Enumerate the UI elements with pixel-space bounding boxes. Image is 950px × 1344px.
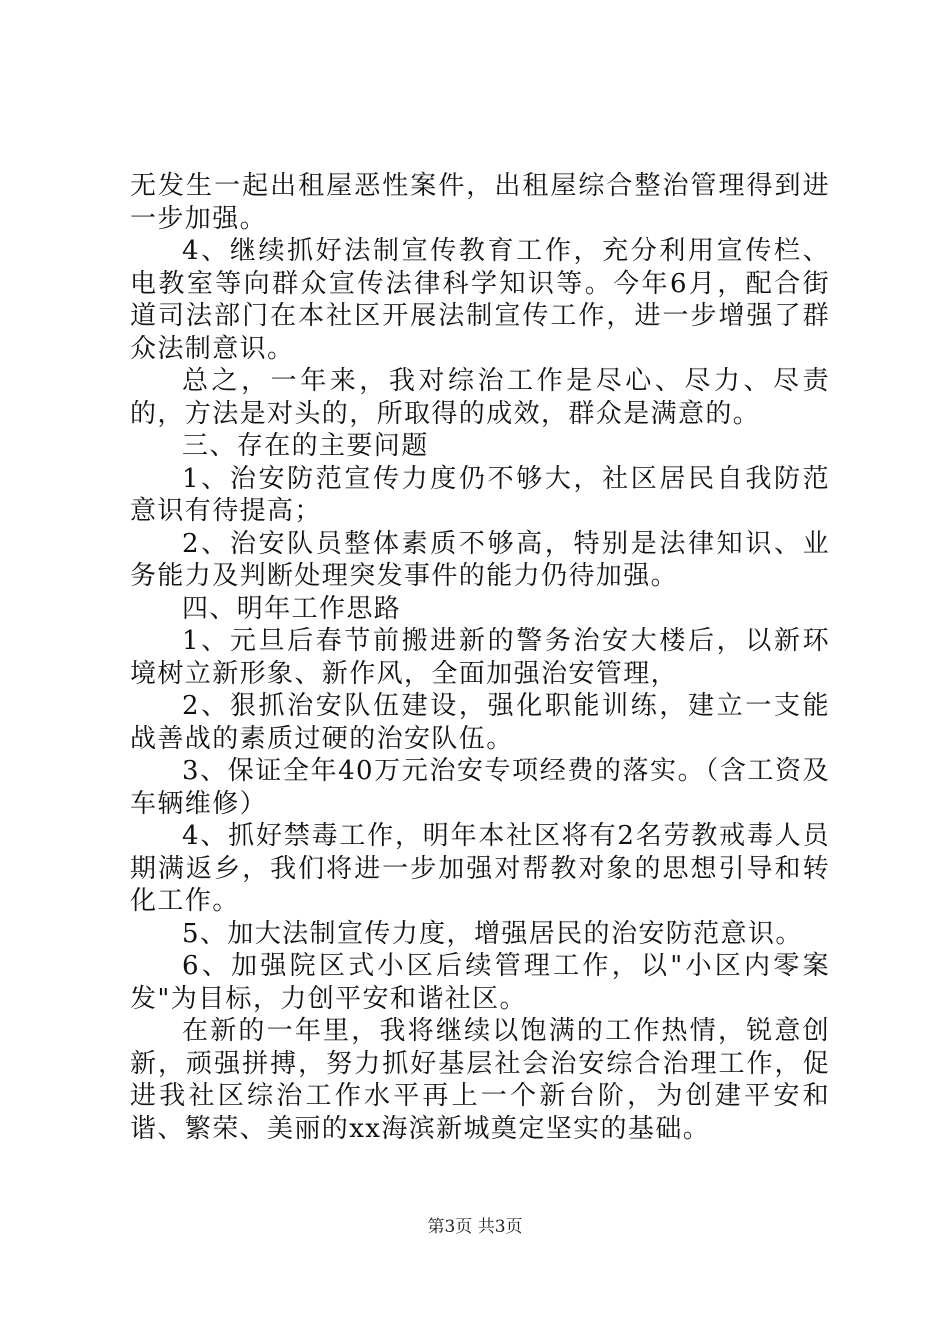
paragraph: 3、保证全年40万元治安专项经费的落实。（含工资及车辆维修） (130, 756, 830, 819)
page-number-footer: 第3页 共3页 (427, 1217, 523, 1237)
paragraph: 总之，一年来，我对综治工作是尽心、尽力、尽责的，方法是对头的，所取得的成效，群众是满意的。 (130, 366, 830, 429)
document-body (130, 170, 830, 1145)
paragraph: 2、治安队员整体素质不够高，特别是法律知识、业务能力及判断处理突发事件的能力仍待加强。 (130, 528, 830, 591)
section-heading: 三、存在的主要问题 (182, 431, 429, 461)
section-heading: 四、明年工作思路 (182, 593, 402, 624)
paragraph: 6、加强院区式小区后续管理工作，以"小区内零案发"为目标，力创平安和谐社区。 (130, 951, 830, 1014)
paragraph: 在新的一年里，我将继续以饱满的工作热情，锐意创新，顽强拼搏，努力抓好基层社会治安综合治理工作，促进我社区综治工作水平再上一个新台阶，为创建平安和谐、繁荣、美丽的xx海滨新城奠定坚实的基础。 (130, 1016, 830, 1144)
paragraph: 2、狠抓治安队伍建设，强化职能训练，建立一支能战善战的素质过硬的治安队伍。 (130, 691, 830, 754)
paragraph: 无发生一起出租屋恶性案件，出租屋综合整治管理得到进一步加强。 (130, 171, 830, 234)
paragraph: 5、加大法制宣传力度，增强居民的治安防范意识。 (182, 918, 803, 949)
paragraph: 4、抓好禁毒工作，明年本社区将有2名劳教戒毒人员期满返乡，我们将进一步加强对帮教对象的思想引导和转化工作。 (130, 821, 830, 916)
paragraph: 1、元旦后春节前搬进新的警务治安大楼后，以新环境树立新形象、新作风，全面加强治安管理， (130, 626, 830, 689)
paragraph: 1、治安防范宣传力度仍不够大，社区居民自我防范意识有待提高； (130, 463, 830, 526)
paragraph: 4、继续抓好法制宣传教育工作，充分利用宣传栏、电教室等向群众宣传法律科学知识等。今年6月，配合街道司法部门在本社区开展法制宣传工作，进一步增强了群众法制意识。 (130, 236, 830, 364)
